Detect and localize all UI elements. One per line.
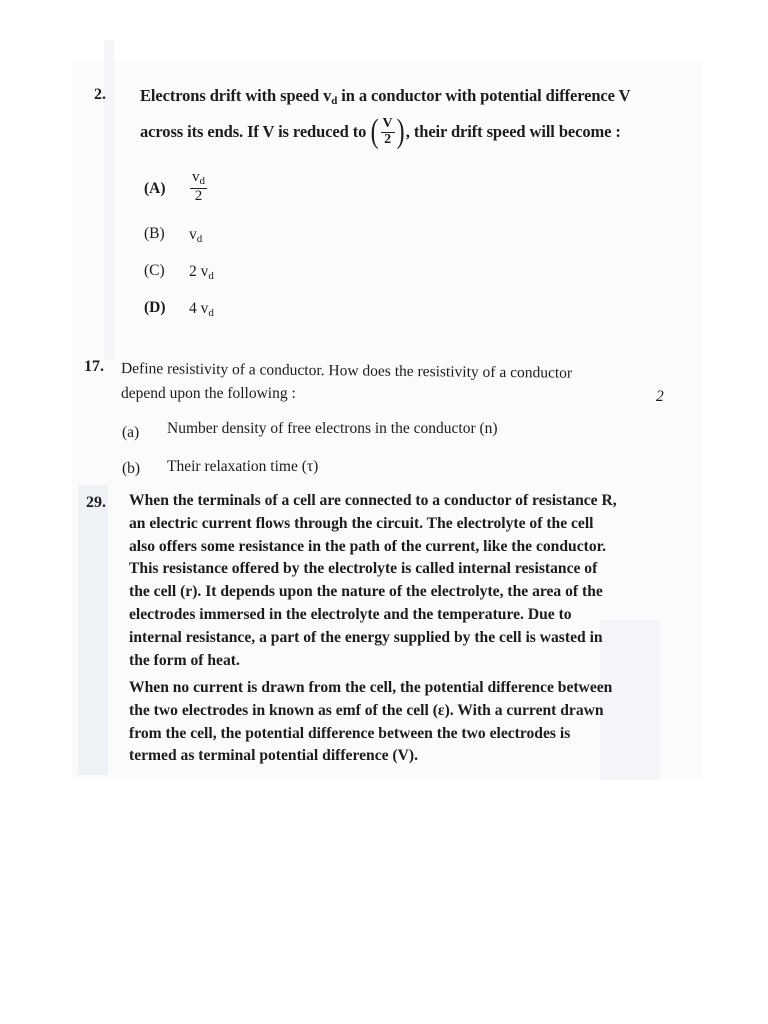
question-29-paragraph-2: When no current is drawn from the cell, the potential difference between the two electrodes in known as emf of the cell (ε). With a current drawn from the cell, the potential difference between the two electrodes is termed as terminal potential difference (V). (129, 679, 613, 765)
question-17-number: 17. (84, 358, 104, 375)
question-2-line1: Electrons drift with speed $v_d$ in a conductor with potential difference V (140, 86, 631, 107)
part-a-text: Number density of free electrons in the conductor (n) (167, 420, 498, 437)
option-c-value: 2 $v_d$ (189, 263, 214, 282)
question-17-line1: Define resistivity of a conductor. How does the resistivity of a conductor (120, 360, 573, 382)
question-17-line2: depend upon the following : (121, 385, 296, 402)
part-b-label: (b) (122, 460, 141, 477)
question-29-number: 29. (86, 494, 106, 511)
question-2-number: 2. (94, 86, 106, 103)
option-c-label: (C) (144, 262, 165, 279)
option-d-value: 4 $v_d$ (189, 300, 214, 319)
option-d-label: (D) (144, 299, 166, 316)
part-b-text: Their relaxation time (τ) (167, 458, 319, 475)
question-2-line2: across its ends. If V is reduced to ( $\frac{V}{2}$ ) , their drift speed will become : (140, 113, 621, 150)
question-29-paragraph-1: When the terminals of a cell are connected to a conductor of resistance R, an electric current flows through the circuit. The electrolyte of the cell also offers some resistance in the path of the current, like the conductor. This resistance offered by the electrolyte is called internal resistance of the cell (r). It depends upon the nature of the electrolyte, the area of the electrodes immersed in the electrolyte and the temperature. Due to internal resistance, a part of the energy supplied by the cell is wasted in the form of heat. (129, 492, 617, 669)
option-b-value: $v_d$ (189, 226, 203, 245)
option-a-label: (A) (144, 180, 166, 197)
question-17-marks: 2 (656, 388, 664, 405)
option-b-label: (B) (144, 225, 165, 242)
v-over-2-fraction: $\frac{V}{2}$ (382, 115, 393, 147)
option-a-value: $\frac{v_d}{2}$ (192, 169, 205, 204)
part-a-label: (a) (122, 424, 140, 441)
